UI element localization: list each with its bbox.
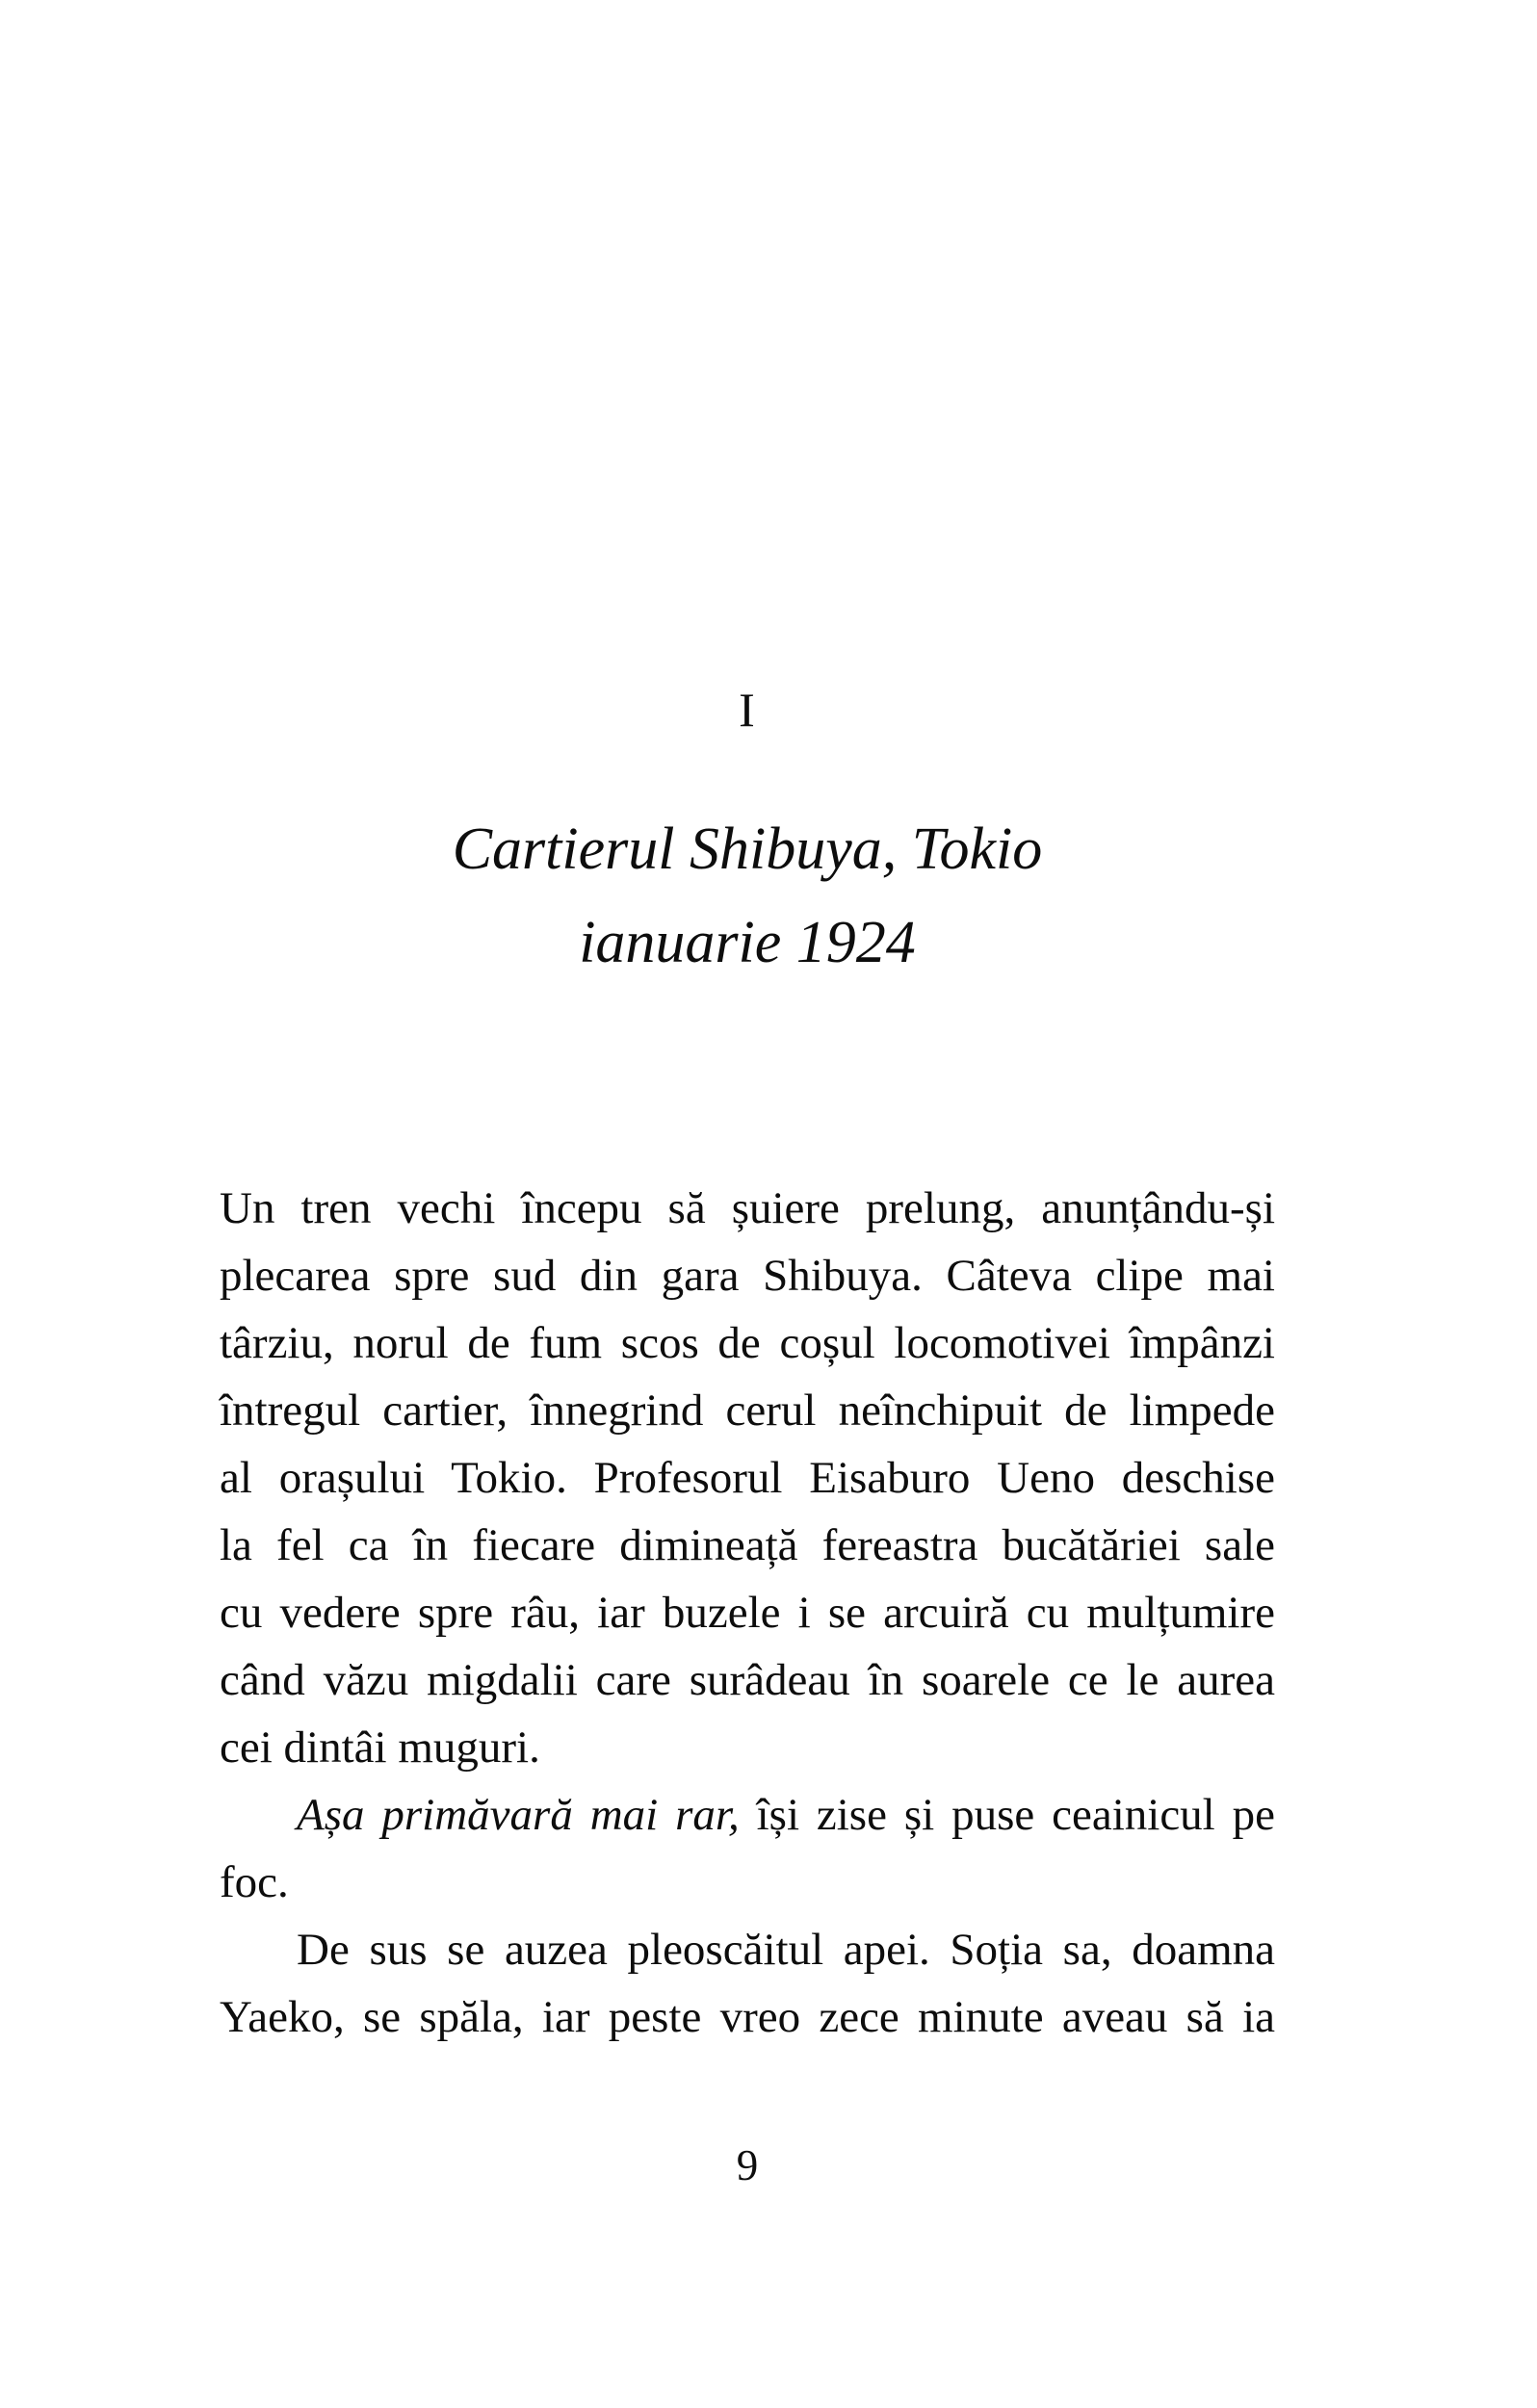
chapter-number: I <box>739 683 756 737</box>
text-segment: cu vedere spre râu, iar buzele i se arcuiră cu mulțumire <box>220 1588 1275 1638</box>
text-segment: la fel ca în fiecare dimineață fereastra bucătăriei sale <box>220 1520 1275 1570</box>
page-number: 9 <box>736 2141 759 2189</box>
text-segment: Yaeko, se spăla, iar peste vreo zece minute aveau să ia <box>220 1992 1275 2042</box>
italic-text-segment: Așa primăvară mai rar, <box>297 1790 740 1840</box>
text-line <box>220 1579 1275 1646</box>
text-segment: își zise și puse ceainicul pe foc. <box>220 1790 1275 1907</box>
text-line <box>220 1242 1275 1309</box>
text-segment: plecarea spre sud din gara Shibuya. Câteva clipe mai <box>220 1251 1275 1301</box>
chapter-subtitle: ianuarie 1924 <box>579 910 916 975</box>
chapter-heading <box>123 803 1371 990</box>
text-line <box>220 1377 1275 1444</box>
text-segment: târziu, norul de fum scos de coșul locomotivei împânzi <box>220 1318 1275 1368</box>
text-segment: Un tren vechi începu să șuiere prelung, anunțându-și <box>220 1183 1275 1233</box>
text-line <box>220 1175 1275 1242</box>
text-line <box>220 1444 1275 1512</box>
text-line <box>220 1512 1275 1579</box>
body-text <box>220 1175 1275 2051</box>
text-segment: cei dintâi muguri. <box>220 1722 540 1773</box>
text-line <box>220 1916 1275 1983</box>
text-segment: întregul cartier, înnegrind cerul neînchipuit de limpede <box>220 1385 1275 1436</box>
text-segment: al orașului Tokio. Profesorul Eisaburo Ueno deschise <box>220 1453 1275 1503</box>
text-line <box>220 1309 1275 1377</box>
text-line <box>220 1714 1275 1781</box>
text-line <box>220 1781 1275 1916</box>
text-line <box>220 1983 1275 2051</box>
text-line <box>220 1646 1275 1714</box>
text-segment: când văzu migdalii care surâdeau în soarele ce le aurea <box>220 1655 1275 1705</box>
text-segment: De sus se auzea pleoscăitul apei. Soția sa, doamna <box>297 1925 1275 1975</box>
chapter-title: Cartierul Shibuya, Tokio <box>452 816 1043 882</box>
